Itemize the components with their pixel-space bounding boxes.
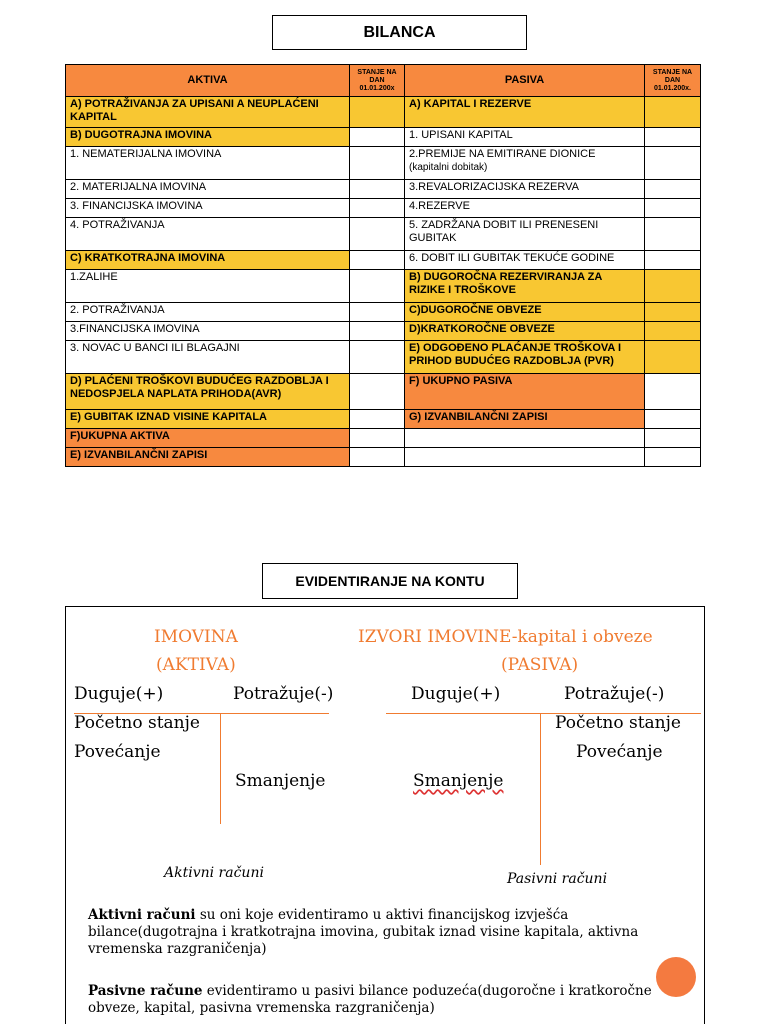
table-row bbox=[66, 341, 701, 374]
aktiva-cell: 3. NOVAC U BANCI ILI BLAGAJNI bbox=[66, 341, 350, 374]
aktiva-label: (AKTIVA) bbox=[156, 655, 236, 675]
aktiva-cell: F)UKUPNA AKTIVA bbox=[66, 429, 350, 448]
pasivni-paragraph-text: evidentiramo u pasivi bilance poduzeća(dugoročne i kratkoročne obveze, kapital, pasivna vremenska razgraničenja) bbox=[88, 983, 652, 1016]
table-row bbox=[66, 429, 701, 448]
value-cell bbox=[350, 374, 405, 410]
aktiva-cell: A) POTRAŽIVANJA ZA UPISANI A NEUPLAĆENI KAPITAL bbox=[66, 97, 350, 128]
value-cell bbox=[350, 218, 405, 251]
aktiva-header: AKTIVA bbox=[66, 65, 350, 97]
table-row bbox=[66, 180, 701, 199]
value-cell bbox=[645, 270, 701, 303]
value-cell bbox=[350, 147, 405, 180]
pocetno-stanje-left: Početno stanje bbox=[74, 713, 200, 733]
value-cell bbox=[350, 303, 405, 322]
stanje-header-right: STANJE NA DAN 01.01.200x. bbox=[645, 65, 701, 97]
pasiva-cell bbox=[405, 147, 645, 180]
bilanca-table bbox=[65, 64, 701, 467]
aktiva-cell: E) GUBITAK IZNAD VISINE KAPITALA bbox=[66, 410, 350, 429]
table-row bbox=[66, 128, 701, 147]
table-row bbox=[66, 322, 701, 341]
aktivni-paragraph-term: Aktivni računi bbox=[88, 907, 196, 923]
value-cell bbox=[645, 429, 701, 448]
table-row bbox=[66, 303, 701, 322]
value-cell bbox=[645, 199, 701, 218]
aktiva-cell: 1.ZALIHE bbox=[66, 270, 350, 303]
pasiva-cell: 3.REVALORIZACIJSKA REZERVA bbox=[405, 180, 645, 199]
table-header-row bbox=[66, 65, 701, 97]
pasiva-header: PASIVA bbox=[405, 65, 645, 97]
value-cell bbox=[645, 97, 701, 128]
table-row bbox=[66, 410, 701, 429]
pocetno-stanje-right: Početno stanje bbox=[555, 713, 681, 733]
value-cell bbox=[350, 429, 405, 448]
pasiva-cell: A) KAPITAL I REZERVE bbox=[405, 97, 645, 128]
aktivni-paragraph bbox=[88, 907, 668, 958]
smanjenje-left: Smanjenje bbox=[235, 771, 326, 791]
value-cell bbox=[350, 341, 405, 374]
orange-circle-icon bbox=[656, 957, 696, 997]
value-cell bbox=[645, 251, 701, 270]
aktivni-racuni-caption: Aktivni računi bbox=[164, 865, 264, 881]
aktiva-cell: B) DUGOTRAJNA IMOVINA bbox=[66, 128, 350, 147]
stanje-header-left: STANJE NA DAN 01.01.200x bbox=[350, 65, 405, 97]
pasiva-cell: D)KRATKOROČNE OBVEZE bbox=[405, 322, 645, 341]
aktiva-cell: D) PLAĆENI TROŠKOVI BUDUĆEG RAZDOBLJA I NEDOSPJELA NAPLATA PRIHODA(AVR) bbox=[66, 374, 350, 410]
pasiva-cell bbox=[405, 429, 645, 448]
value-cell bbox=[350, 97, 405, 128]
pasiva-cell: G) IZVANBILANČNI ZAPISI bbox=[405, 410, 645, 429]
duguje-left: Duguje(+) bbox=[74, 684, 164, 704]
table-row bbox=[66, 147, 701, 180]
value-cell bbox=[645, 341, 701, 374]
pasivni-racuni-caption: Pasivni računi bbox=[507, 871, 608, 887]
pasiva-cell-note: (kapitalni dobitak) bbox=[409, 162, 488, 173]
pasivni-paragraph-term: Pasivne račune bbox=[88, 983, 203, 999]
table-row bbox=[66, 199, 701, 218]
duguje-right: Duguje(+) bbox=[411, 684, 501, 704]
pasiva-cell: C)DUGOROČNE OBVEZE bbox=[405, 303, 645, 322]
table-row bbox=[66, 448, 701, 467]
evidentiranje-title: EVIDENTIRANJE NA KONTU bbox=[262, 563, 518, 599]
table-row bbox=[66, 251, 701, 270]
pasiva-cell: 4.REZERVE bbox=[405, 199, 645, 218]
value-cell bbox=[645, 448, 701, 467]
value-cell bbox=[645, 180, 701, 199]
table-row bbox=[66, 374, 701, 410]
potrazuje-left: Potražuje(-) bbox=[233, 684, 334, 704]
value-cell bbox=[645, 303, 701, 322]
value-cell bbox=[350, 410, 405, 429]
t-account-right-vline bbox=[540, 713, 541, 865]
imovina-label: IMOVINA bbox=[154, 627, 238, 647]
aktiva-cell: 3.FINANCIJSKA IMOVINA bbox=[66, 322, 350, 341]
table-row bbox=[66, 97, 701, 128]
value-cell bbox=[350, 128, 405, 147]
value-cell bbox=[645, 218, 701, 251]
value-cell bbox=[645, 128, 701, 147]
aktiva-cell: C) KRATKOTRAJNA IMOVINA bbox=[66, 251, 350, 270]
value-cell bbox=[350, 180, 405, 199]
pasiva-cell: E) ODGOĐENO PLAĆANJE TROŠKOVA I PRIHOD BUDUĆEG RAZDOBLJA (PVR) bbox=[405, 341, 645, 374]
pasiva-cell-text: 2.PREMIJE NA EMITIRANE DIONICE bbox=[409, 148, 596, 160]
pasiva-label: (PASIVA) bbox=[501, 655, 579, 675]
pasivni-paragraph bbox=[88, 983, 658, 1017]
aktiva-cell: 3. FINANCIJSKA IMOVINA bbox=[66, 199, 350, 218]
value-cell bbox=[645, 147, 701, 180]
smanjenje-right: Smanjenje bbox=[413, 771, 504, 791]
value-cell bbox=[350, 270, 405, 303]
aktiva-cell: 1. NEMATERIJALNA IMOVINA bbox=[66, 147, 350, 180]
aktivni-paragraph-text: su oni koje evidentiramo u aktivi financijskog izvješća bilance(dugotrajna i kratkotrajna imovina, gubitak iznad visine kapitala, aktivna vremenska razgraničenja) bbox=[88, 907, 639, 957]
konto-slide bbox=[65, 606, 705, 1024]
pasiva-cell: B) DUGOROČNA REZERVIRANJA ZA RIZIKE I TROŠKOVE bbox=[405, 270, 645, 303]
value-cell bbox=[350, 322, 405, 341]
pasiva-cell: 1. UPISANI KAPITAL bbox=[405, 128, 645, 147]
povecanje-left: Povećanje bbox=[74, 742, 161, 762]
povecanje-right: Povećanje bbox=[576, 742, 663, 762]
aktiva-cell: 4. POTRAŽIVANJA bbox=[66, 218, 350, 251]
aktiva-cell: 2. MATERIJALNA IMOVINA bbox=[66, 180, 350, 199]
pasiva-cell bbox=[405, 448, 645, 467]
aktiva-cell: 2. POTRAŽIVANJA bbox=[66, 303, 350, 322]
bilanca-title: BILANCA bbox=[272, 15, 527, 50]
pasiva-cell: 5. ZADRŽANA DOBIT ILI PRENESENI GUBITAK bbox=[405, 218, 645, 251]
aktiva-cell: E) IZVANBILANČNI ZAPISI bbox=[66, 448, 350, 467]
pasiva-cell: 6. DOBIT ILI GUBITAK TEKUĆE GODINE bbox=[405, 251, 645, 270]
t-account-left-vline bbox=[220, 713, 221, 824]
value-cell bbox=[645, 322, 701, 341]
value-cell bbox=[350, 199, 405, 218]
value-cell bbox=[350, 448, 405, 467]
table-row bbox=[66, 270, 701, 303]
value-cell bbox=[645, 374, 701, 410]
table-row bbox=[66, 218, 701, 251]
value-cell bbox=[350, 251, 405, 270]
pasiva-cell: F) UKUPNO PASIVA bbox=[405, 374, 645, 410]
value-cell bbox=[645, 410, 701, 429]
izvori-label: IZVORI IMOVINE-kapital i obveze bbox=[358, 627, 653, 647]
potrazuje-right: Potražuje(-) bbox=[564, 684, 665, 704]
